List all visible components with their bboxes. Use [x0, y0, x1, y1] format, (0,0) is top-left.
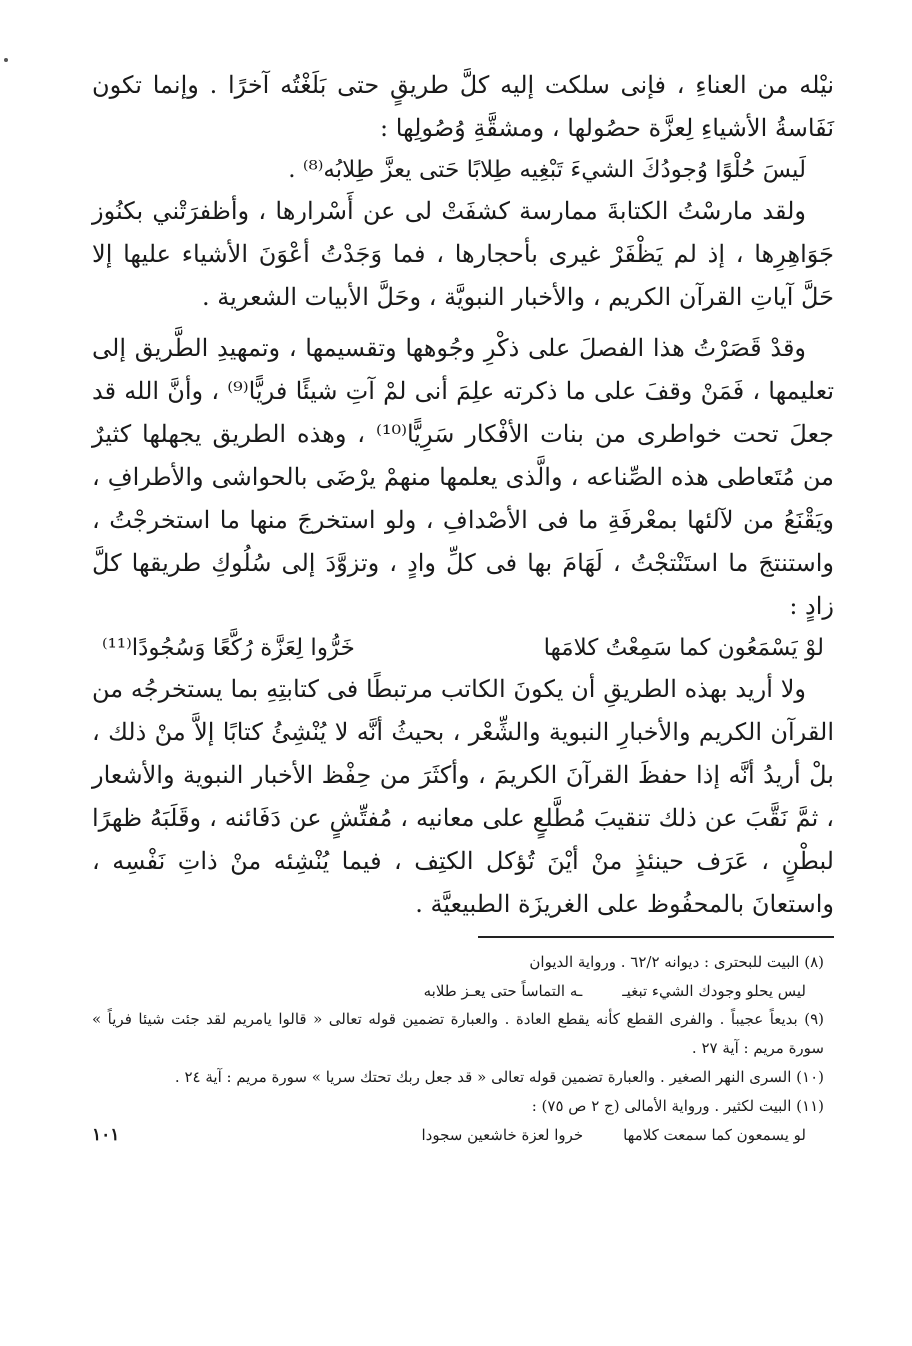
footnote-11-verse-first: لو يسمعون كما سمعت كلامها [623, 1126, 806, 1144]
footnote-11-verse-second: خروا لعزة خاشعين سجودا [421, 1126, 584, 1144]
footnote-8-verse [92, 977, 834, 1005]
footnote-8: (٨) البيت للبحترى : ديوانه ٦٢/٢ . ورواية الديوان [529, 953, 824, 971]
paragraph-2: ولقد مارسْتُ الكتابةَ ممارسة كشفَتْ لى عن أَسْرارها ، وأظفرَتْني بكنُوز جَوَاهِرِها ، إذ لم يَظْفَرْ غيرى بأحجارها ، فما وَجَدْتُ أعْوَنَ الأشياء عليها إلا حَلَّ آياتِ القرآن الكريم ، والأخبار النبويَّة ، وحَلَّ الأبيات الشعرية . [92, 197, 835, 311]
paragraph-3: وقدْ قَصَرْتُ هذا الفصلَ على ذكْرِ وجُوهها وتقسيمها ، وتمهيدِ الطَّريق إلى تعليمها ، فَمَنْ وقفَ على ما ذكرته علِمَ أنى لمْ آتِ شيئًا فريًّا⁽⁹⁾ ، وأنَّ الله قد جعلَ تحت خواطرى من بنات الأفْكار سَرِيًّا⁽¹⁰⁾ ، وهذه الطريق يجهلها كثيرٌ من مُتَعاطى هذه الصِّناعه ، والَّذى يعلمها منهمْ يرْضَى بالحواشى والأطرافِ ، ويَقْنَعُ من لآلئها بمعْرفَةِ ما فى الأصْدافِ ، ولو استخرجَ منها ما استخرجْتُ ، واستنتجَ ما استَنْتجْتُ ، لَهَامَ بها فى كلِّ وادٍ ، وتزوَّدَ إلى سُلُوكِ طريقها كلَّ زادٍ : [92, 334, 835, 620]
footnote-11-verse [92, 1121, 834, 1149]
footnote-10: (١٠) السرى النهر الصغير . والعبارة تضمين قوله تعالى « قد جعل ربك تحتك سريا » سورة مريم : آية ٢٤ . [174, 1068, 824, 1086]
verse-line-1 [92, 150, 834, 190]
footnote-divider [478, 936, 834, 938]
paragraph-1: نيْله من العناءِ ، فإنى سلكت إليه كلَّ طريقٍ حتى بَلَغْتُه آخرًا . وإنما تكون نَفَاسةُ الأشياءِ لِعزَّة حصُولها ، ومشقَّةِ وُصُولِها : [92, 71, 834, 142]
paragraph-4: ولا أريد بهذه الطريقِ أن يكونَ الكاتب مرتبطًا فى كتابتِهِ بما يستخرجُه من القرآن الكريم والأخبارِ النبوية والشِّعْر ، بحيثُ أنَّه لا يُنْشِئُ كتابًا إلاَّ منْ ذلك ، بلْ أريدُ أنَّه إذا حفظَ القرآنَ الكريمَ ، وأكثَرَ من حِفْظ الأخبار النبوية والأشعار ، ثمَّ نَقَّبَ عن ذلك تنقيبَ مُطَّلعٍ على معانيه ، مُفتِّشٍ عن دَفَائنه ، وقَلَبَهُ ظهرًا لبطْنٍ ، عَرَف حينئذٍ منْ أيْنَ تُؤكل الكتِف ، فيما يُنْشِئه منْ ذاتِ نَفْسِه ، واستعانَ بالمحفُوظ على الغريزَة الطبيعيَّة . [92, 675, 835, 918]
verse-line-2 [92, 628, 834, 668]
verse-2-second-hemistich: خَرُّوا لِعَزَّة رُكَّعًا وَسُجُودًا⁽¹¹⁾ [102, 635, 355, 661]
footnote-11: (١١) البيت لكثير . ورواية الأمالى (ج ٢ ص ٧٥) : [531, 1097, 824, 1115]
footnote-8-verse-second: ـه التماساً حتى يعـز طلابه [423, 982, 583, 1000]
footnotes [92, 948, 834, 1149]
scan-mark [4, 58, 8, 62]
page-number: ١٠١ [92, 1125, 120, 1145]
verse-1-text: لَيسَ حُلْوًا وُجودُكَ الشيءَ تَبْغِيه طِلابًا حَتى يعزَّ طِلابُه⁽⁸⁾ . [288, 157, 806, 183]
verse-2-first-hemistich: لوْ يَسْمَعُون كما سَمِعْتُ كلامَها [543, 635, 824, 661]
footnote-9: (٩) بديعاً عجيباً . والفرى القطع كأنه يقطع العادة . والعبارة تضمين قوله تعالى « قالوا يامريم لقد جئت شيئا فرياً » سورة مريم : آية ٢٧ . [92, 1010, 824, 1057]
book-page [92, 64, 834, 1149]
footnote-8-verse-first: ليس يحلو وجودك الشيء تبغيـ [622, 982, 806, 1000]
